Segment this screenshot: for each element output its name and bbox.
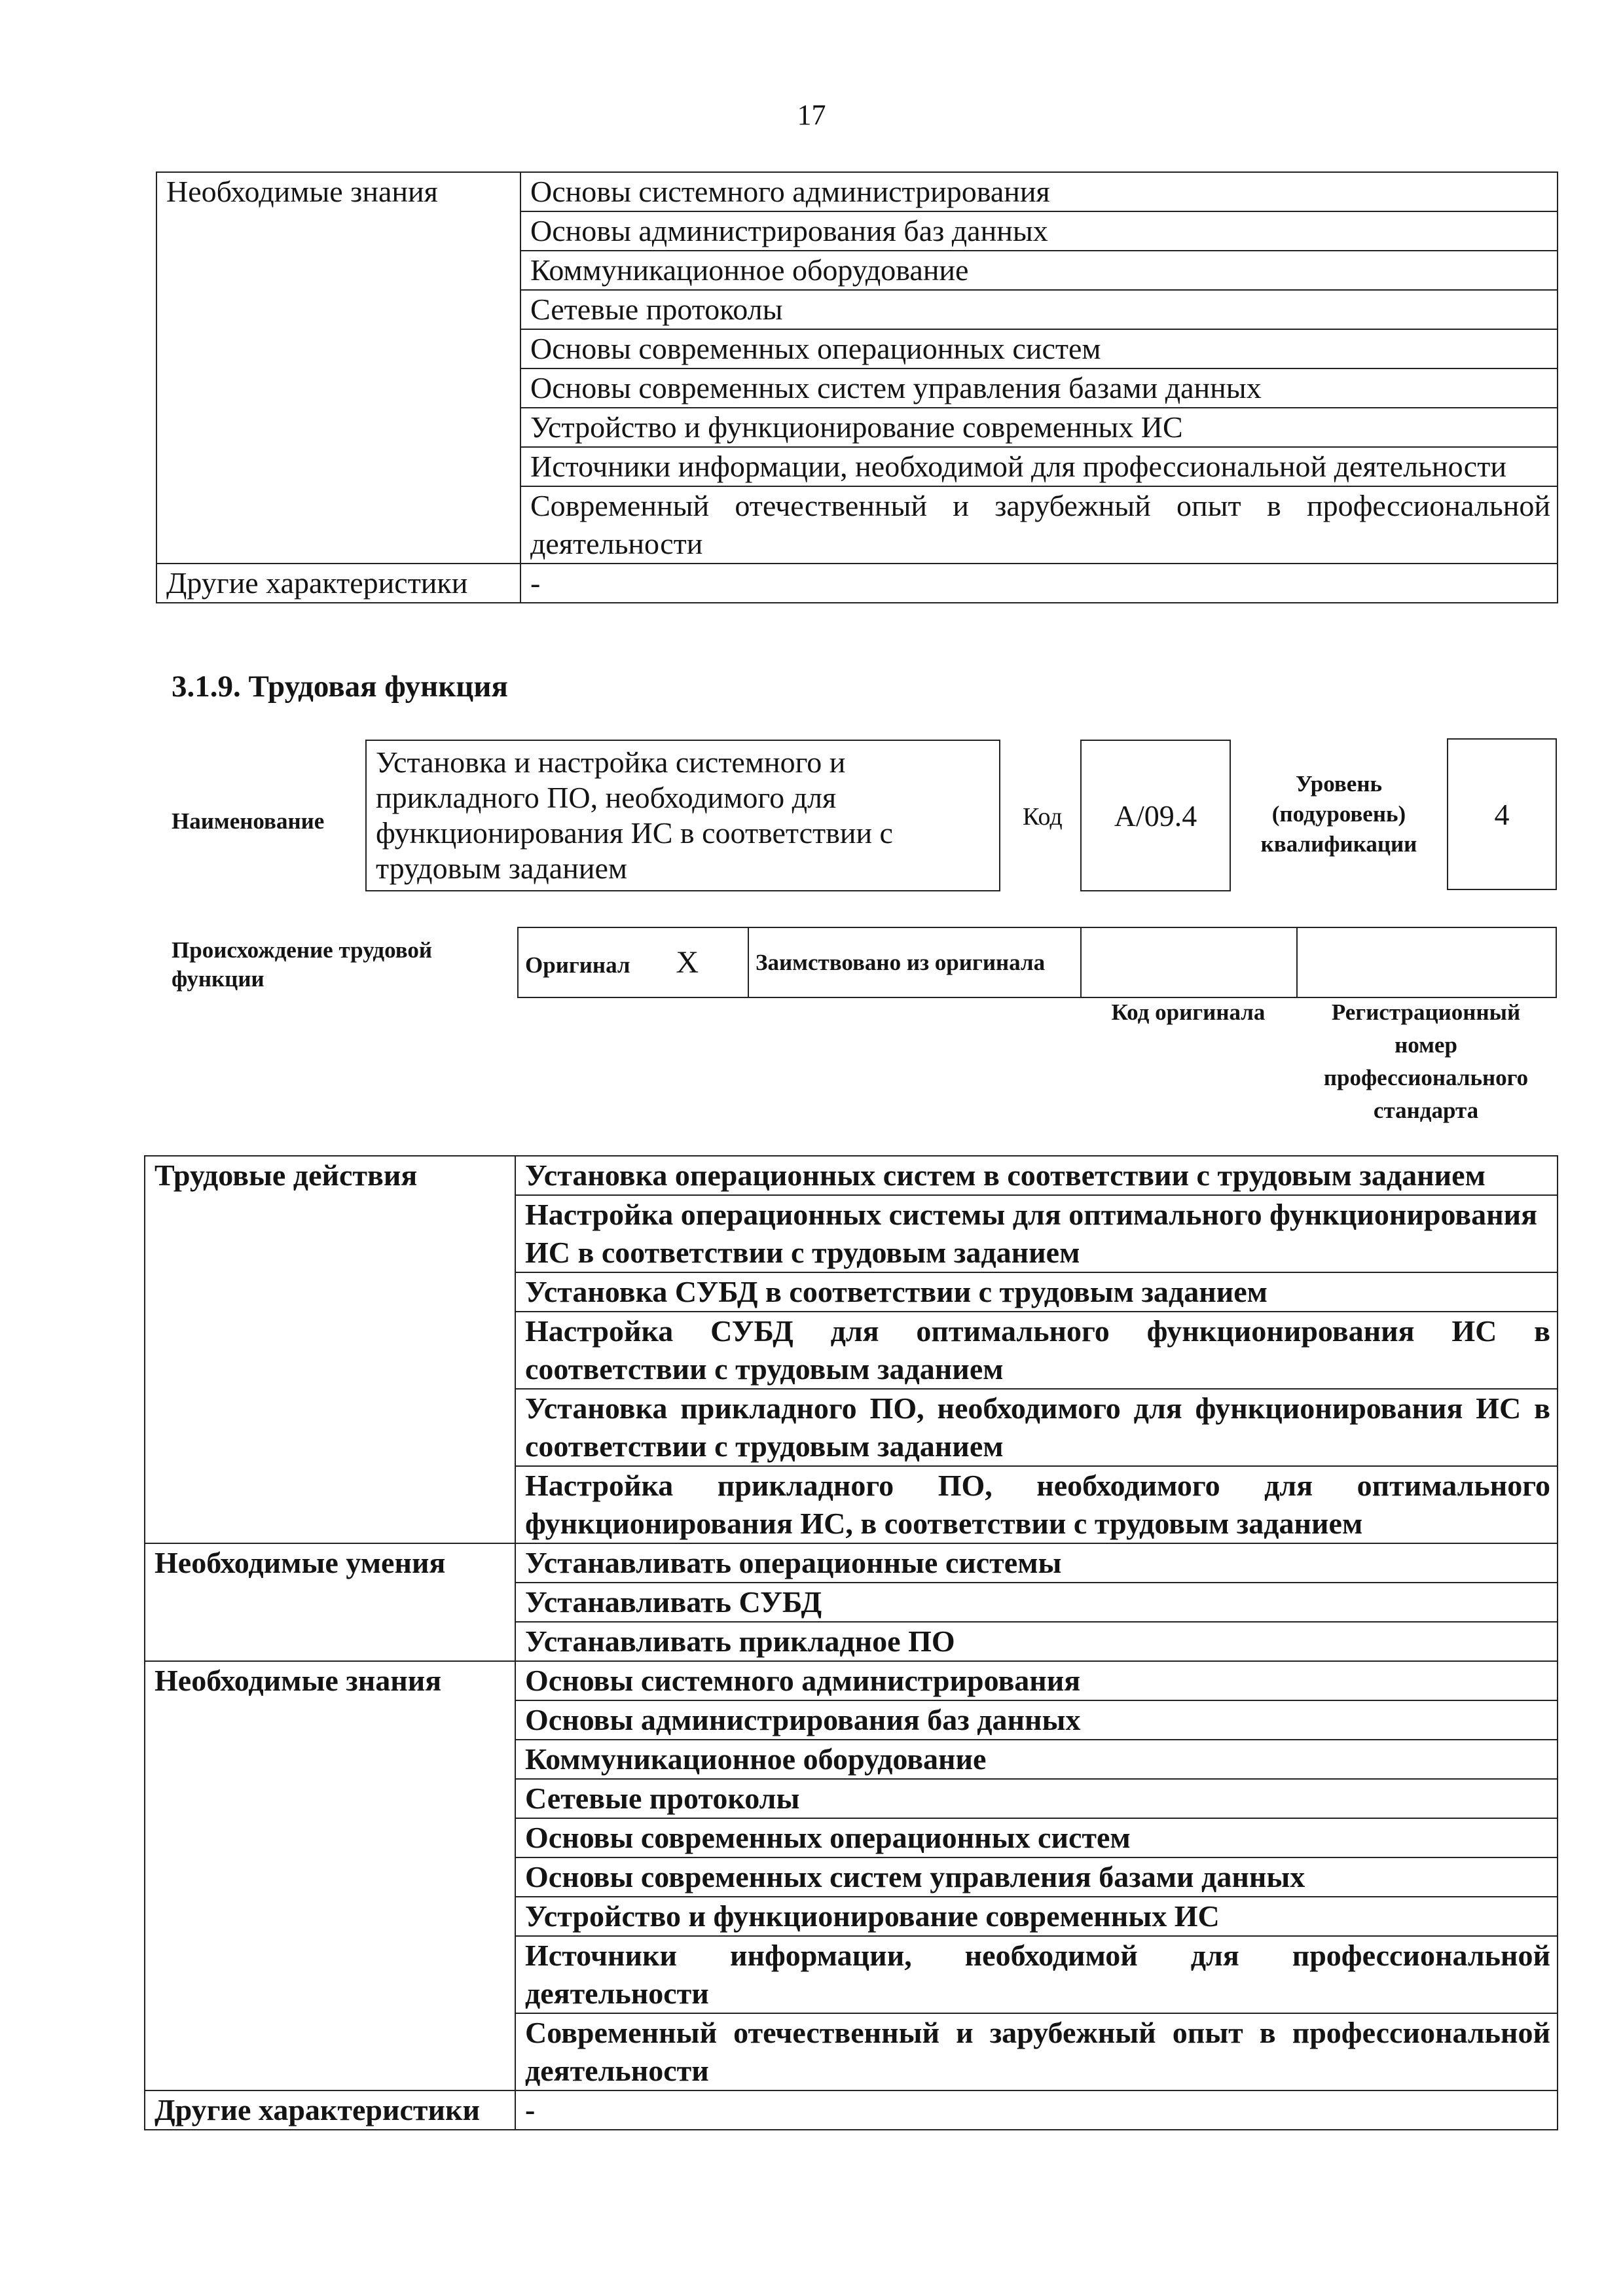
original-cell [518,927,748,997]
table-row [156,564,1558,603]
table-cell: Установка операционных систем в соответствии с трудовым заданием [515,1156,1558,1195]
table-cell: Основы системного администрирования [520,172,1558,211]
reg-number-caption-line: Регистрационный [1331,999,1521,1025]
function-name-box: Установка и настройка системного и прикладного ПО, необходимого для функционирования ИС в соответствии с трудовым заданием [365,740,1000,891]
function-details-table [144,1155,1558,2130]
table-row [156,172,1558,211]
table-cell: Современный отечественный и зарубежный опыт в профессиональной деятельности [520,486,1558,564]
table-cell: Настройка операционных системы для оптимального функционирования ИС в соответствии с трудовым заданием [515,1195,1558,1272]
table-cell: Устанавливать СУБД [515,1583,1558,1622]
level-box: 4 [1447,738,1557,890]
section-heading: 3.1.9. Трудовая функция [172,670,508,704]
table-cell: Устанавливать прикладное ПО [515,1622,1558,1661]
reg-number-cell [1297,927,1556,997]
original-mark: X [676,945,699,980]
table-cell: Основы современных операционных систем [515,1818,1558,1857]
table-cell: Устройство и функционирование современных ИС [515,1897,1558,1936]
table-cell: Сетевые протоколы [520,290,1558,329]
reg-number-caption-line: профессионального [1323,1065,1529,1090]
table-row [145,1661,1558,1700]
table-cell: Установка СУБД в соответствии с трудовым заданием [515,1272,1558,1312]
table-cell: Современный отечественный и зарубежный опыт в профессиональной деятельности [515,2013,1558,2090]
reg-number-caption [1296,996,1556,1127]
table-cell: - [520,564,1558,603]
table-cell: Основы системного администрирования [515,1661,1558,1700]
table-row [145,1543,1558,1583]
table-cell: Настройка СУБД для оптимального функционирования ИС в соответствии с трудовым заданием [515,1312,1558,1389]
table-cell: Коммуникационное оборудование [520,251,1558,290]
table-cell: Источники информации, необходимой для профессиональной деятельности [515,1936,1558,2013]
table-cell: Источники информации, необходимой для профессиональной деятельности [520,447,1558,486]
row-label: Трудовые действия [145,1156,515,1543]
level-label-line: Уровень [1295,771,1383,797]
table-row [145,2090,1558,2130]
reg-number-caption-line: стандарта [1373,1098,1479,1123]
code-original-cell [1081,927,1297,997]
knowledge-table-continued [156,171,1558,603]
original-label: Оригинал [525,952,630,978]
table-cell: Коммуникационное оборудование [515,1740,1558,1779]
table-cell: Основы современных операционных систем [520,329,1558,368]
table-row [518,927,1556,997]
name-label: Наименование [172,808,325,834]
table-cell: Устройство и функционирование современных ИС [520,408,1558,447]
level-label-line: квалификации [1260,831,1417,857]
row-label: Необходимые знания [156,172,520,564]
row-label: Другие характеристики [145,2090,515,2130]
table-cell: Основы современных систем управления базами данных [515,1857,1558,1897]
level-label-line: (подуровень) [1271,801,1406,827]
table-cell: Установка прикладного ПО, необходимого для функционирования ИС в соответствии с трудовым заданием [515,1389,1558,1466]
level-label [1244,769,1434,859]
table-cell: - [515,2090,1558,2130]
table-cell: Основы администрирования баз данных [515,1700,1558,1740]
table-cell: Основы современных систем управления базами данных [520,368,1558,408]
row-label: Другие характеристики [156,564,520,603]
origin-label: Происхождение трудовой функции [172,937,433,992]
table-row [145,1156,1558,1195]
code-label: Код [1023,803,1063,831]
table-cell: Устанавливать операционные системы [515,1543,1558,1583]
code-original-caption: Код оригинала [1111,999,1266,1025]
page-number: 17 [797,99,826,131]
table-cell: Сетевые протоколы [515,1779,1558,1818]
reg-number-caption-line: номер [1395,1032,1457,1058]
code-box: A/09.4 [1080,740,1231,891]
table-cell: Основы администрирования баз данных [520,211,1558,251]
origin-table [517,927,1557,998]
borrowed-label: Заимствовано из оригинала [748,927,1081,997]
row-label: Необходимые знания [145,1661,515,2090]
table-cell: Настройка прикладного ПО, необходимого для оптимального функционирования ИС, в соответствии с трудовым заданием [515,1466,1558,1543]
row-label: Необходимые умения [145,1543,515,1661]
